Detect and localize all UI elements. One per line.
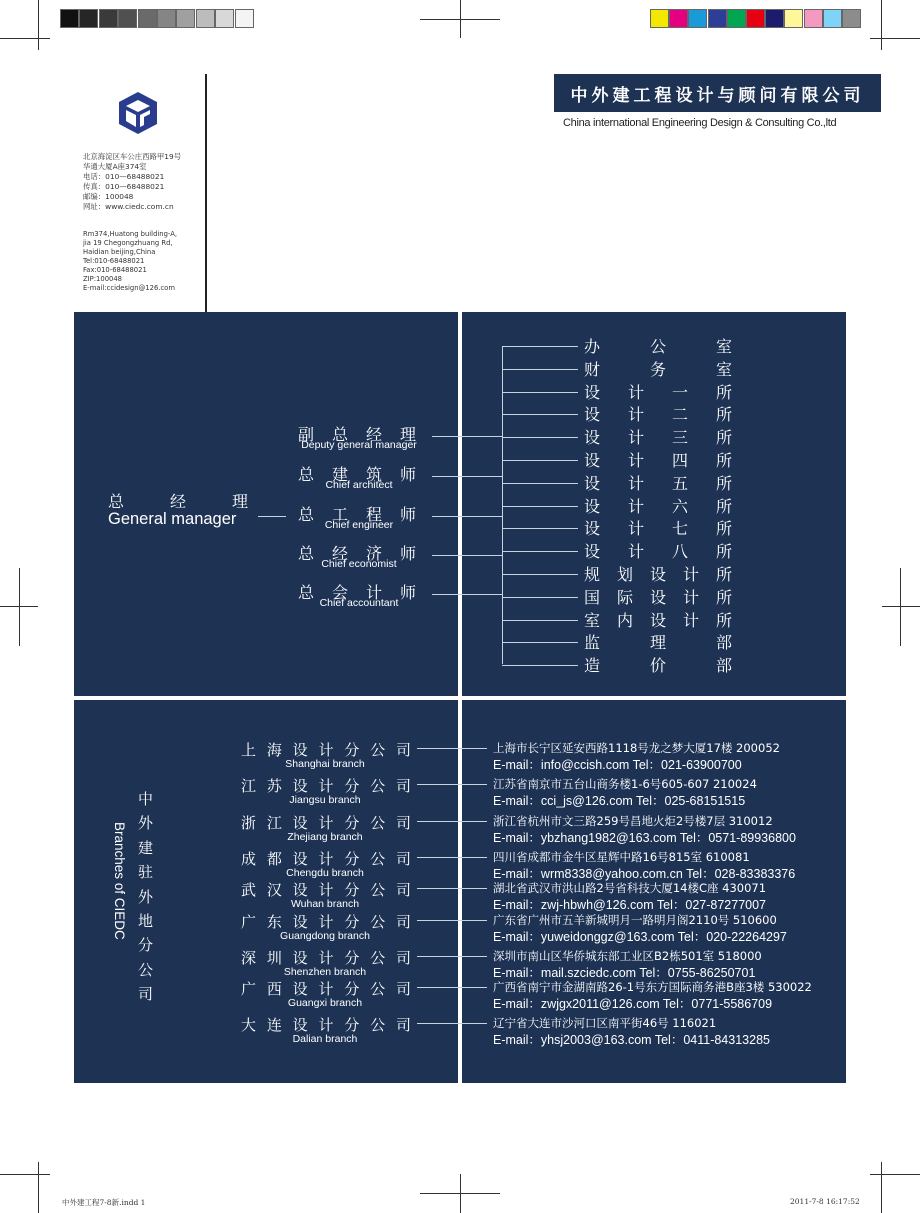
branch-name-en: Guangxi branch xyxy=(287,997,363,1009)
branch-name-zh: 广 东 设 计 分 公 司 xyxy=(241,913,411,931)
contact-line: 传真：010—68488021 xyxy=(83,182,165,191)
branch-name-zh: 上 海 设 计 分 公 司 xyxy=(241,741,411,759)
deputy-connector xyxy=(432,594,502,595)
department-name: 设 计 六 所 xyxy=(584,496,732,516)
branch-address: 广东省广州市五羊新城明月一路明月阁2110号 510600 xyxy=(493,913,777,927)
gray-swatch xyxy=(235,9,254,28)
department-connector xyxy=(502,642,578,643)
department-connector xyxy=(502,597,578,598)
branch-connector xyxy=(417,821,487,822)
branch-contact: E-mail：yhsj2003@163.com Tel：0411-84313285 xyxy=(493,1033,770,1047)
color-swatch xyxy=(727,9,746,28)
gray-swatch xyxy=(138,9,157,28)
contact-line: Rm374,Huatong building-A, xyxy=(83,230,178,238)
gray-swatch xyxy=(118,9,137,28)
department-name: 办 公 室 xyxy=(584,337,732,356)
gm-connector xyxy=(258,516,286,517)
contact-line: E-mail:ccidesign@126.com xyxy=(83,284,175,292)
contact-line: Haidian beijing,China xyxy=(83,248,156,256)
branches-title-char: 公 xyxy=(138,960,154,979)
branch-contact: E-mail：zwjgx2011@126.com Tel：0771-5586709 xyxy=(493,997,773,1011)
department-connector xyxy=(502,460,578,461)
contact-line: 电话：010—68488021 xyxy=(83,172,165,181)
company-name-en: China international Engineering Design & Consulting Co.,ltd xyxy=(563,117,837,129)
branches-title-char: 中 xyxy=(138,790,154,808)
branch-name-en: Wuhan branch xyxy=(290,898,360,910)
color-swatch xyxy=(842,9,861,28)
department-name: 监 理 部 xyxy=(584,633,732,653)
branch-name-zh: 广 西 设 计 分 公 司 xyxy=(241,980,411,998)
branch-connector xyxy=(417,1023,487,1024)
gray-swatch xyxy=(196,9,215,28)
branches-title-char: 外 xyxy=(138,814,154,833)
branch-address: 广西省南宁市金湖南路26-1号东方国际商务港B座3楼 530022 xyxy=(493,980,812,994)
branches-title-char: 司 xyxy=(138,985,154,1004)
branch-name-en: Shanghai branch xyxy=(285,758,365,770)
color-swatch xyxy=(746,9,765,28)
deputy-title-en: Chief economist xyxy=(321,558,397,570)
contact-line: Tel:010-68488021 xyxy=(83,257,145,265)
department-connector xyxy=(502,528,578,529)
branch-name-zh: 大 连 设 计 分 公 司 xyxy=(241,1016,411,1034)
branch-connector xyxy=(417,920,487,921)
deputy-title-zh: 总 经 济 师 xyxy=(298,544,416,563)
branches-title-char: 分 xyxy=(138,936,154,955)
department-name: 造 价 部 xyxy=(584,656,732,676)
deputy-connector xyxy=(432,436,502,437)
gray-swatch xyxy=(176,9,195,28)
department-connector xyxy=(502,414,578,415)
branch-address: 四川省成都市金牛区星辉中路16号815室 610081 xyxy=(493,850,750,864)
contact-line: ZIP:100048 xyxy=(83,275,122,283)
department-connector xyxy=(502,392,578,393)
deputy-title-en: Chief architect xyxy=(325,479,393,491)
branch-connector xyxy=(417,748,487,749)
branch-contact: E-mail：ybzhang1982@163.com Tel：0571-89936800 xyxy=(493,831,796,845)
footer-date: 2011-7-8 16:17:52 xyxy=(790,1197,860,1206)
branch-connector xyxy=(417,784,487,785)
company-logo xyxy=(114,89,162,137)
deputy-title-en: Chief engineer xyxy=(324,519,394,531)
company-name-zh: 中外建工程设计与顾问有限公司 xyxy=(570,85,865,106)
contact-line: 华通大厦A座374室 xyxy=(83,162,147,171)
department-name: 设 计 五 所 xyxy=(584,473,732,493)
branch-contact: E-mail：cci_js@126.com Tel：025-68151515 xyxy=(493,794,746,808)
department-connector xyxy=(502,665,578,666)
branches-title-char: 建 xyxy=(138,838,154,857)
department-name: 设 计 一 所 xyxy=(584,382,732,402)
general-manager-en: General manager xyxy=(108,510,237,528)
gray-swatch xyxy=(60,9,79,28)
deputy-title-zh: 副 总 经 理 xyxy=(298,425,416,444)
contact-line: jia 19 Chegongzhuang Rd, xyxy=(83,239,173,247)
department-connector xyxy=(502,369,578,370)
gray-swatch xyxy=(215,9,234,28)
branch-address: 辽宁省大连市沙河口区南平街46号 116021 xyxy=(493,1016,717,1030)
department-connector xyxy=(502,620,578,621)
color-swatch xyxy=(688,9,707,28)
department-connector xyxy=(502,506,578,507)
branches-title-char: 驻 xyxy=(138,863,154,882)
branch-name-en: Zhejiang branch xyxy=(287,831,363,843)
color-swatch xyxy=(669,9,688,28)
branch-name-zh: 深 圳 设 计 分 公 司 xyxy=(241,949,411,967)
department-connector xyxy=(502,346,578,347)
branch-name-zh: 武 汉 设 计 分 公 司 xyxy=(241,881,411,899)
contact-info-zh xyxy=(83,152,181,212)
deputy-connector xyxy=(432,555,502,556)
branch-contact: E-mail：info@ccish.com Tel：021-63900700 xyxy=(493,758,742,772)
color-swatch xyxy=(765,9,784,28)
contact-line: 网址：www.ciedc.com.cn xyxy=(83,202,174,211)
branch-name-zh: 浙 江 设 计 分 公 司 xyxy=(241,814,411,832)
branch-address: 浙江省杭州市文三路259号昌地火炬2号楼7层 310012 xyxy=(493,814,773,828)
branch-connector xyxy=(417,857,487,858)
color-swatch xyxy=(804,9,823,28)
color-swatch xyxy=(784,9,803,28)
branch-name-en: Chengdu branch xyxy=(286,867,364,879)
branch-contact: E-mail：mail.szciedc.com Tel：0755-86250701 xyxy=(493,966,756,980)
company-name-banner xyxy=(554,74,881,112)
deputy-title-en: Deputy general manager xyxy=(301,439,417,451)
gray-swatch xyxy=(99,9,118,28)
contact-line: 邮编：100048 xyxy=(83,192,134,201)
deputy-title-zh: 总 会 计 师 xyxy=(298,583,416,602)
deputy-connector xyxy=(432,476,502,477)
department-name: 设 计 四 所 xyxy=(584,451,732,470)
branch-name-zh: 成 都 设 计 分 公 司 xyxy=(241,850,411,868)
department-name: 设 计 三 所 xyxy=(584,428,732,448)
branch-contact: E-mail：yuweidonggz@163.com Tel：020-22264297 xyxy=(493,930,787,944)
branch-address: 湖北省武汉市洪山路2号省科技大厦14楼C座 430071 xyxy=(493,881,767,895)
branch-address: 上海市长宁区延安西路1118号龙之梦大厦17楼 200052 xyxy=(493,741,780,755)
branch-address: 深圳市南山区华侨城东部工业区B2栋501室 518000 xyxy=(493,949,762,963)
department-connector xyxy=(502,574,578,575)
department-connector xyxy=(502,437,578,438)
branches-title-en: Branches of CIEDC xyxy=(112,822,127,940)
branch-connector xyxy=(417,987,487,988)
department-name: 设 计 七 所 xyxy=(584,519,732,539)
department-connector xyxy=(502,483,578,484)
contact-line: 北京海淀区车公庄西路甲19号 xyxy=(83,152,182,161)
branch-contact: E-mail：zwj-hbwh@126.com Tel：027-87277007 xyxy=(493,898,767,912)
deputy-title-zh: 总 工 程 师 xyxy=(298,505,416,524)
department-connector xyxy=(502,551,578,552)
color-swatch xyxy=(823,9,842,28)
general-manager-zh: 总 经 理 xyxy=(108,492,248,511)
color-swatch xyxy=(708,9,727,28)
branches-title-char: 地 xyxy=(138,912,154,930)
deputy-connector xyxy=(432,516,502,517)
contact-line: Fax:010-68488021 xyxy=(83,266,147,274)
branch-connector xyxy=(417,888,487,889)
footer-file-name: 中外建工程7-8新.indd 1 xyxy=(62,1198,146,1207)
branch-name-zh: 江 苏 设 计 分 公 司 xyxy=(241,777,411,795)
branch-address: 江苏省南京市五台山商务楼1-6号605-607 210024 xyxy=(493,777,757,791)
gray-swatch xyxy=(79,9,98,28)
branch-name-en: Guangdong branch xyxy=(280,930,370,942)
gray-swatch xyxy=(157,9,176,28)
branch-name-en: Shenzhen branch xyxy=(283,966,367,978)
department-name: 设 计 八 所 xyxy=(584,542,732,562)
department-name: 设 计 二 所 xyxy=(584,405,732,425)
branch-connector xyxy=(417,956,487,957)
branch-name-en: Jiangsu branch xyxy=(289,794,361,806)
department-name: 国 际 设 计 所 xyxy=(584,587,732,607)
contact-info-en xyxy=(83,230,177,293)
header-divider xyxy=(205,74,207,312)
deputy-title-en: Chief accountant xyxy=(319,597,399,609)
branch-contact: E-mail：wrm8338@yahoo.com.cn Tel：028-83383376 xyxy=(493,867,796,881)
department-name: 规 划 设 计 所 xyxy=(584,565,732,584)
deputy-title-zh: 总 建 筑 师 xyxy=(298,465,416,484)
color-swatch xyxy=(650,9,669,28)
department-name: 财 务 室 xyxy=(584,359,732,379)
branch-name-en: Dalian branch xyxy=(292,1033,358,1045)
department-name: 室 内 设 计 所 xyxy=(584,610,732,630)
branches-title-char: 外 xyxy=(138,887,154,906)
